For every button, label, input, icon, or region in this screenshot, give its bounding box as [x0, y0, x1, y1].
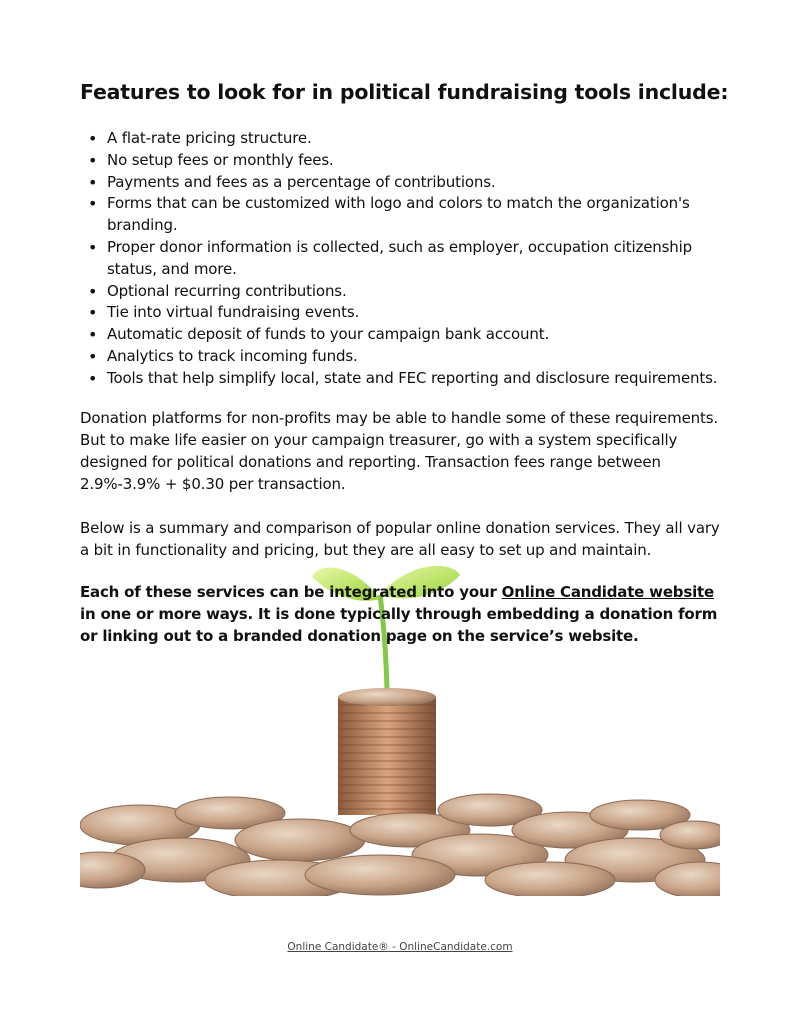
- list-item: • Automatic deposit of funds to your campaign bank account.: [80, 324, 730, 346]
- integration-text-before: Each of these services can be integrated into your: [80, 583, 502, 601]
- coin-stack: [338, 688, 436, 815]
- online-candidate-link[interactable]: Online Candidate website: [501, 583, 714, 601]
- integration-text-after: in one or more ways. It is done typically through embedding a donation form or linking out to a branded donation page on the service’s website.: [80, 605, 718, 645]
- list-item: • Proper donor information is collected, such as employer, occupation citizenship status, and more.: [80, 237, 730, 281]
- list-item: • Forms that can be customized with logo and colors to match the organization's branding.: [80, 193, 730, 237]
- page-heading: Features to look for in political fundraising tools include:: [80, 80, 729, 104]
- page-footer: [0, 941, 800, 953]
- features-list: [80, 128, 730, 390]
- list-item: • Optional recurring contributions.: [80, 281, 730, 303]
- paragraph-platforms: Donation platforms for non-profits may be able to handle some of these requirements. But to make life easier on your campaign treasurer, go with a system specifically designed for political donations and reporting. Transaction fees range between 2.9%-3.9% + $0.30 per transaction.: [80, 409, 719, 493]
- list-item: • Tie into virtual fundraising events.: [80, 302, 730, 324]
- paragraph-summary: Below is a summary and comparison of popular online donation services. They all vary a bit in functionality and pricing, but they are all easy to set up and maintain.: [80, 519, 720, 559]
- list-item: • Payments and fees as a percentage of contributions.: [80, 172, 730, 194]
- list-item: • Tools that help simplify local, state and FEC reporting and disclosure requirements.: [80, 368, 730, 390]
- paragraph-integration: [80, 581, 730, 647]
- list-item: • A flat-rate pricing structure.: [80, 128, 730, 150]
- footer-link[interactable]: Online Candidate® - OnlineCandidate.com: [287, 941, 513, 953]
- list-item: • Analytics to track incoming funds.: [80, 346, 730, 368]
- list-item: • No setup fees or monthly fees.: [80, 150, 730, 172]
